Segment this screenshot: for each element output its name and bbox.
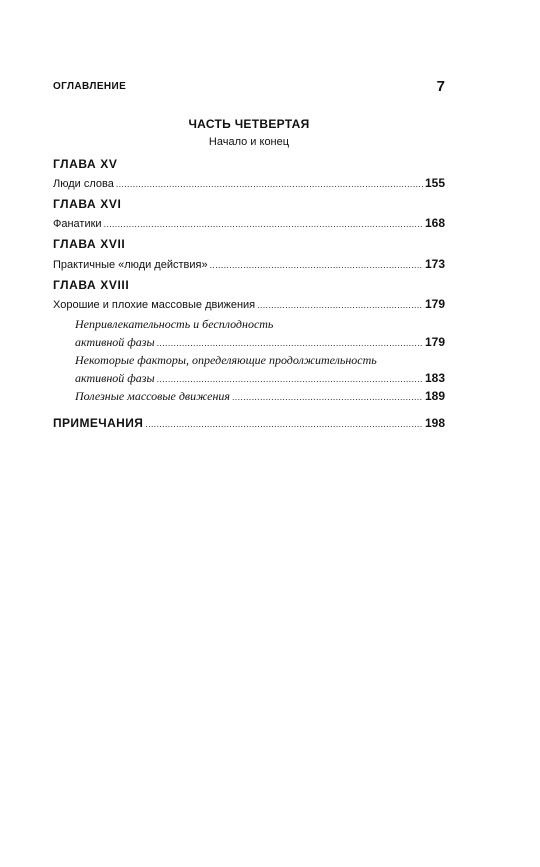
toc-entry-page: 179: [424, 335, 445, 349]
notes-title: ПРИМЕЧАНИЯ: [53, 416, 144, 430]
toc-entry-page: 198: [424, 416, 445, 430]
toc-entry-title: Фанатики: [53, 218, 102, 230]
toc-entry-title: Люди слова: [53, 178, 114, 190]
chapter-heading: ГЛАВА XVIII: [53, 278, 130, 292]
toc-entry-page: 173: [424, 257, 445, 271]
chapter-heading: ГЛАВА XVII: [53, 237, 126, 251]
dot-leader: [232, 392, 423, 402]
toc-entry-page: 168: [424, 216, 445, 230]
toc-entry[interactable]: [53, 297, 445, 313]
toc-subentry[interactable]: [75, 389, 445, 405]
toc-entry-title: Хорошие и плохие массовые движения: [53, 299, 256, 311]
toc-entry-page: 183: [424, 371, 445, 385]
section-title: ОГЛАВЛЕНИЕ: [53, 80, 127, 92]
running-head: [53, 78, 445, 94]
page-number: 7: [436, 77, 445, 95]
chapter-heading: ГЛАВА XV: [53, 157, 118, 171]
dot-leader: [116, 179, 423, 189]
subsection-title-line: активной фазы: [75, 371, 155, 385]
toc-entry-page: 155: [424, 176, 445, 190]
part-title: ЧАСТЬ ЧЕТВЕРТАЯ: [188, 117, 310, 131]
toc-entry[interactable]: [53, 216, 445, 232]
dot-leader: [210, 260, 423, 270]
toc-entry-page: 179: [424, 297, 445, 311]
dot-leader: [104, 219, 423, 229]
toc-entry[interactable]: [53, 257, 445, 273]
subsection-title: Полезные массовые движения: [75, 389, 230, 403]
toc-entry[interactable]: [53, 176, 445, 192]
dot-leader: [157, 374, 423, 384]
toc-subentry[interactable]: [75, 371, 445, 387]
subsection-title-line: Некоторые факторы, определяющие продолжительность: [75, 353, 377, 367]
toc-notes-entry[interactable]: [53, 416, 445, 432]
subsection-title-line: Непривлекательность и бесплодность: [75, 317, 274, 331]
toc-entry-title: Практичные «люди действия»: [53, 259, 208, 271]
dot-leader: [145, 419, 423, 429]
toc-subentry[interactable]: [75, 335, 445, 351]
toc-entry-page: 189: [424, 389, 445, 403]
dot-leader: [157, 338, 423, 348]
subsection-title-line: активной фазы: [75, 335, 155, 349]
part-subtitle: Начало и конец: [208, 136, 290, 148]
chapter-heading: ГЛАВА XVI: [53, 197, 122, 211]
dot-leader: [257, 300, 423, 310]
